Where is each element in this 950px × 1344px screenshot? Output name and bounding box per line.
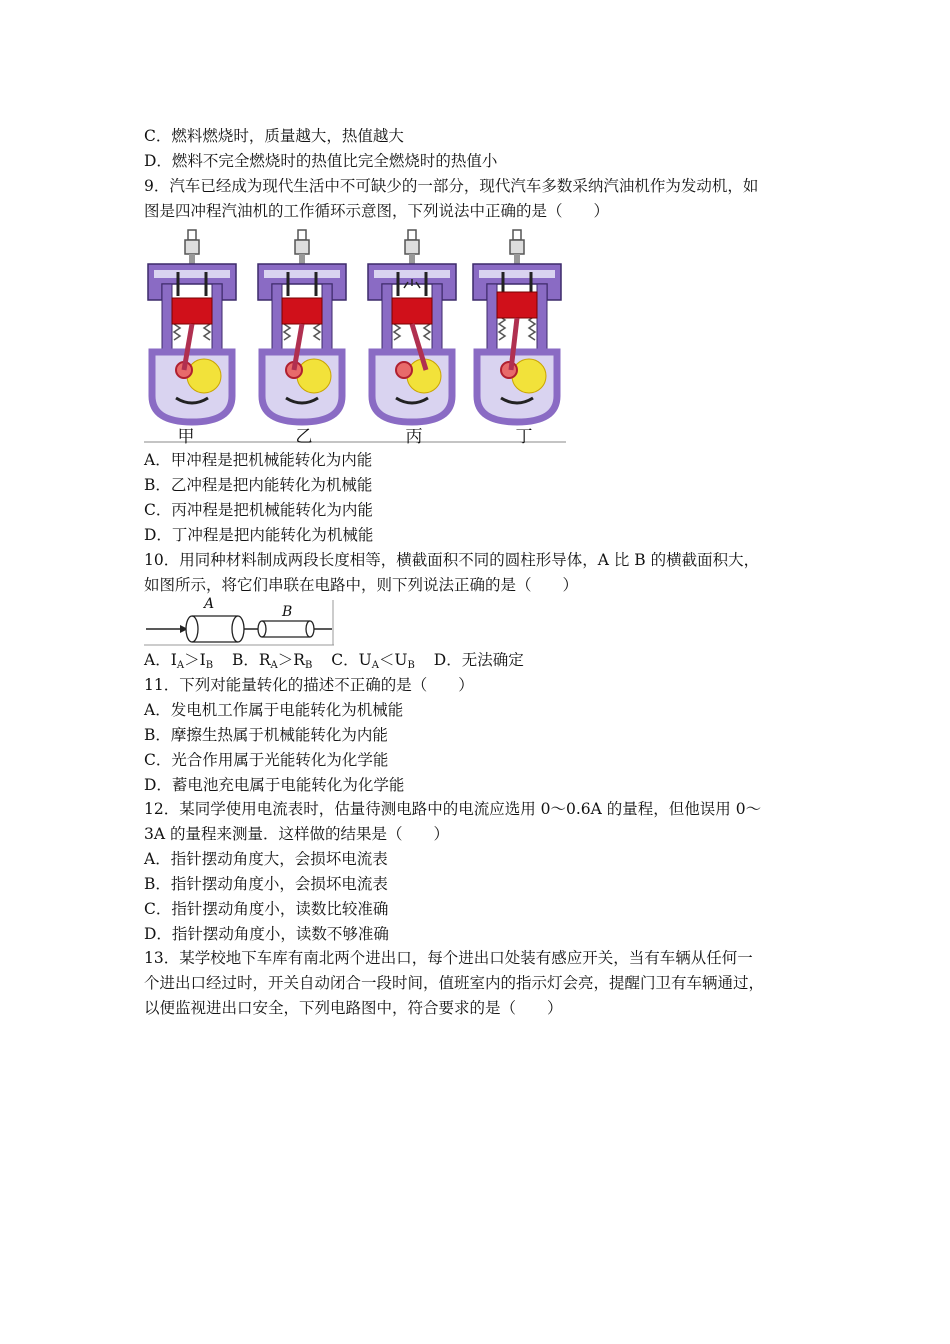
- q8-option-d: D．燃料不完全燃烧时的热值比完全燃烧时的热值小: [144, 152, 498, 170]
- q11-option-d: D．蓄电池充电属于电能转化为化学能: [144, 776, 405, 794]
- q10-option-a: A．$I_A>I_B$: [144, 651, 214, 671]
- q9-stem-line1: 9．汽车已经成为现代生活中不可缺少的一部分，现代汽车多数采纳汽油机作为发动机，如: [144, 177, 759, 195]
- q12-option-c: C．指针摆动角度小，读数比较准确: [144, 900, 389, 918]
- q11-stem: 11．下列对能量转化的描述不正确的是（ ）: [144, 676, 474, 694]
- q10-option-b: B．$R_A>R_B$: [231, 651, 313, 671]
- q12-stem-line1: 12．某同学使用电流表时，估量待测电路中的电流应选用 0～0.6A 的量程，但他误用 0～: [144, 800, 762, 818]
- q10-options: [144, 650, 538, 676]
- q12-option-b: B．指针摆动角度小，会损坏电流表: [144, 875, 388, 893]
- conductor-figure: [144, 596, 334, 646]
- q10-option-c: C．$U_A<U_B$: [331, 651, 415, 671]
- engine-label-ding: 丁: [515, 427, 533, 447]
- q8-option-c: C．燃料燃烧时，质量越大，热值越大: [144, 127, 404, 145]
- engine-jia-diagram: [148, 230, 236, 422]
- engine-bing-diagram: [368, 230, 456, 422]
- conductor-label-a: A: [204, 596, 215, 612]
- q13-stem-line2: 个进出口经过时，开关自动闭合一段时间，值班室内的指示灯会亮，提醒门卫有车辆通过，: [144, 974, 765, 992]
- engine-ding-diagram: [473, 230, 561, 422]
- q10-option-d: D．无法确定: [433, 651, 524, 669]
- q11-option-a: A．发电机工作属于电能转化为机械能: [144, 701, 404, 719]
- q11-option-b: B．摩擦生热属于机械能转化为内能: [144, 726, 388, 744]
- engine-yi-diagram: [258, 230, 346, 422]
- q9-option-a: A．甲冲程是把机械能转化为内能: [144, 451, 373, 469]
- engine-label-jia: 甲: [177, 427, 195, 447]
- q13-stem-line3: 以便监视进出口安全，下列电路图中，符合要求的是（ ）: [144, 999, 563, 1017]
- four-stroke-engine-figure: [144, 226, 566, 447]
- q11-option-c: C．光合作用属于光能转化为化学能: [144, 751, 389, 769]
- conductor-label-b: B: [282, 604, 293, 620]
- conductors-diagram: [144, 600, 334, 646]
- q9-option-c: C．丙冲程是把机械能转化为内能: [144, 501, 373, 519]
- q10-stem-line1: 10．用同种材料制成两段长度相等，横截面积不同的圆柱形导体，A 比 B 的横截面积大，: [144, 551, 760, 569]
- engine-cycle-diagram: [144, 226, 566, 444]
- engine-label-yi: 乙: [295, 427, 313, 447]
- q9-stem-line2: 图是四冲程汽油机的工作循环示意图，下列说法中正确的是（ ）: [144, 202, 610, 220]
- q9-option-d: D．丁冲程是把内能转化为机械能: [144, 526, 374, 544]
- q12-option-d: D．指针摆动角度小，读数不够准确: [144, 925, 389, 943]
- q13-stem-line1: 13．某学校地下车库有南北两个进出口，每个进出口处装有感应开关，当有车辆从任何一: [144, 949, 753, 967]
- q9-option-b: B．乙冲程是把内能转化为机械能: [144, 476, 373, 494]
- engine-label-bing: 丙: [405, 427, 423, 447]
- q10-stem-line2: 如图所示，将它们串联在电路中，则下列说法正确的是（ ）: [144, 576, 579, 594]
- q12-option-a: A．指针摆动角度大，会损坏电流表: [144, 850, 388, 868]
- q12-stem-line2: 3A 的量程来测量．这样做的结果是（ ）: [144, 825, 449, 843]
